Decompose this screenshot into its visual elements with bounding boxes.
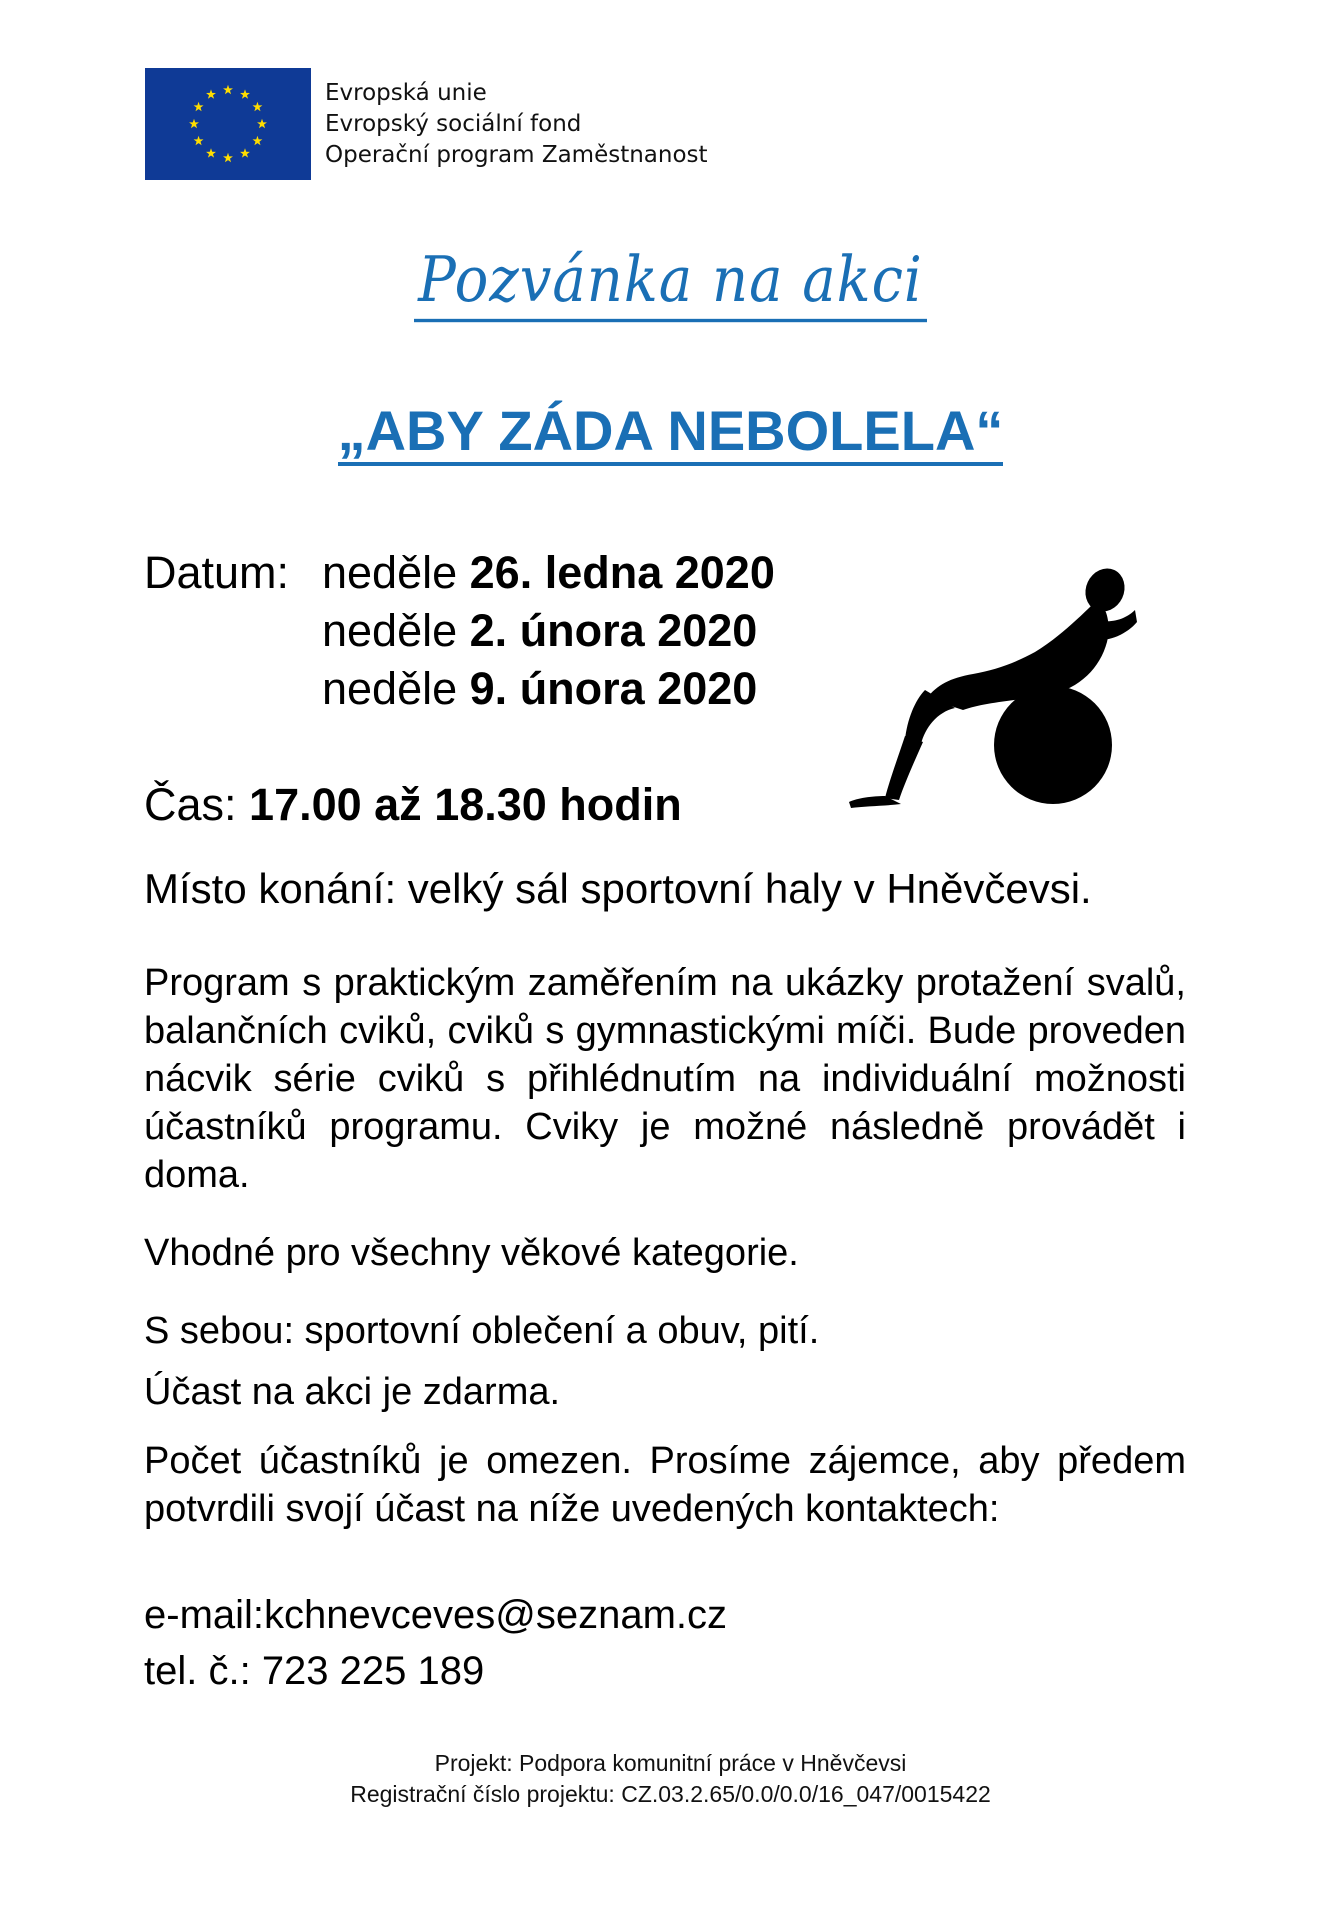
eu-star-icon bbox=[240, 89, 250, 98]
free-note: Účast na akci je zdarma. bbox=[144, 1371, 561, 1413]
ages-note: Vhodné pro všechny věkové kategorie. bbox=[144, 1232, 799, 1274]
eu-flag-icon bbox=[145, 68, 311, 180]
contact-email: e-mail:kchnevceves@seznam.cz bbox=[144, 1593, 728, 1637]
eu-star-icon bbox=[194, 102, 204, 111]
time-value: 17.00 až 18.30 hodin bbox=[249, 779, 682, 830]
program-description: Program s praktickým zaměřením na ukázky protažení svalů, balančních cviků, cviků s gymnastickými míči. Bude proveden nácvik série cviků s přihlédnutím na individuální možnosti účastníků programu. Cviky je možné následně provádět i doma. bbox=[144, 962, 1186, 1196]
eu-line-fund: Evropský sociální fond bbox=[325, 111, 582, 137]
eu-star-icon bbox=[194, 136, 204, 145]
event-title bbox=[0, 398, 1341, 463]
eu-star-icon bbox=[189, 119, 199, 128]
eu-star-icon bbox=[240, 148, 250, 157]
bring-note: S sebou: sportovní oblečení a obuv, pití. bbox=[144, 1310, 820, 1352]
invite-title bbox=[0, 243, 1341, 318]
time-label: Čas: bbox=[144, 779, 237, 830]
date-row bbox=[322, 544, 775, 602]
invite-title-text: Pozvánka na akci bbox=[414, 244, 927, 322]
eu-line-program: Operační program Zaměstnanost bbox=[325, 142, 708, 168]
exercise-ball-figure-icon bbox=[845, 560, 1155, 810]
date-row bbox=[322, 660, 757, 718]
time-row bbox=[144, 776, 682, 834]
eu-line-union: Evropská unie bbox=[325, 80, 487, 106]
place-row: Místo konání: velký sál sportovní haly v Hněvčevsi. bbox=[144, 865, 1092, 912]
date-value: 9. února 2020 bbox=[469, 663, 758, 714]
date-row bbox=[322, 602, 757, 660]
eu-star-icon bbox=[253, 136, 263, 145]
eu-star-icon bbox=[223, 153, 233, 162]
date-value: 26. ledna 2020 bbox=[469, 547, 775, 598]
footer-registration: Registrační číslo projektu: CZ.03.2.65/0.0/0.0/16_047/0015422 bbox=[350, 1781, 991, 1807]
date-day: neděle bbox=[322, 663, 458, 714]
footer bbox=[0, 1748, 1341, 1810]
event-title-text: „ABY ZÁDA NEBOLELA“ bbox=[338, 399, 1004, 466]
eu-star-icon bbox=[206, 148, 216, 157]
eu-star-icon bbox=[257, 119, 267, 128]
dates-label: Datum: bbox=[144, 547, 290, 598]
date-day: neděle bbox=[322, 547, 458, 598]
contact-phone: tel. č.: 723 225 189 bbox=[144, 1649, 485, 1693]
eu-star-icon bbox=[206, 89, 216, 98]
footer-project: Projekt: Podpora komunitní práce v Hněvčevsi bbox=[434, 1750, 907, 1776]
eu-header-text bbox=[325, 78, 708, 171]
eu-star-icon bbox=[223, 85, 233, 94]
date-value: 2. února 2020 bbox=[469, 605, 758, 656]
eu-star-icon bbox=[253, 102, 263, 111]
capacity-note: Počet účastníků je omezen. Prosíme zájemce, aby předem potvrdili svojí účast na níže uvedených kontaktech: bbox=[144, 1440, 1186, 1530]
date-day: neděle bbox=[322, 605, 458, 656]
